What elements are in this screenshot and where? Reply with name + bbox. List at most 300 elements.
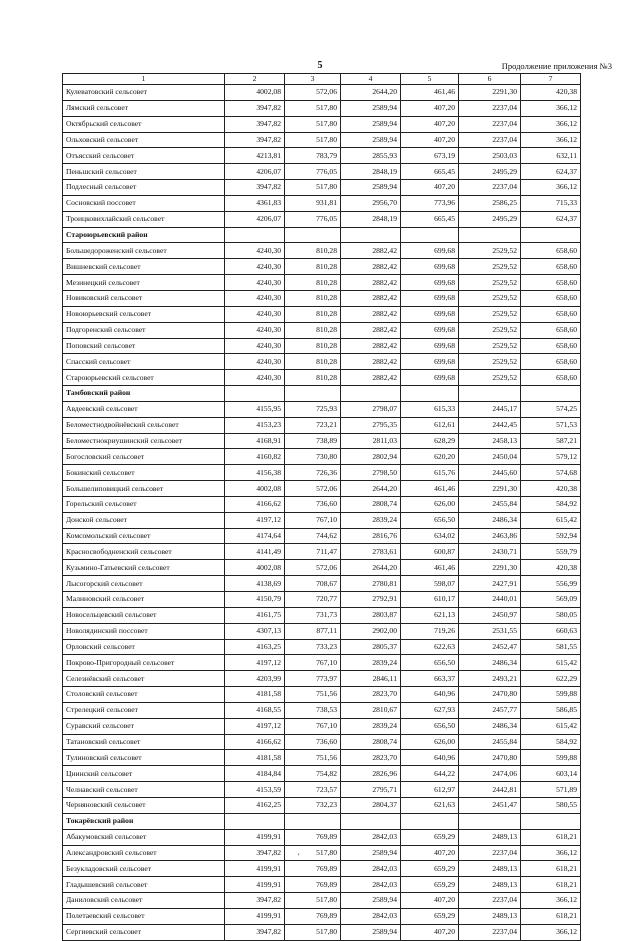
value-cell-col-5: 673,19 bbox=[401, 148, 459, 164]
value-cell-col-4: 2644,20 bbox=[341, 85, 401, 101]
table-row bbox=[63, 354, 581, 370]
value-cell-col-7: 618,21 bbox=[521, 877, 581, 893]
value-cell-col-2: 4153,23 bbox=[225, 417, 285, 433]
council-name: Мезинецкий сельсовет bbox=[63, 275, 225, 291]
table-row bbox=[63, 877, 581, 893]
value-cell-col-2: 4240,30 bbox=[225, 259, 285, 275]
value-cell-col-3: 517,80 bbox=[285, 100, 341, 116]
value-cell-col-7: 615,42 bbox=[521, 512, 581, 528]
value-cell-col-4: 2804,37 bbox=[341, 797, 401, 813]
value-cell-col-4: 2589,94 bbox=[341, 893, 401, 909]
table-row bbox=[63, 829, 581, 845]
value-cell-col-6: 2440,01 bbox=[459, 592, 521, 608]
value-cell-col-4 bbox=[341, 813, 401, 829]
value-cell-col-2: 4240,30 bbox=[225, 290, 285, 306]
value-cell-col-2: 4199,91 bbox=[225, 829, 285, 845]
table-row bbox=[63, 797, 581, 813]
value-cell-col-7: 618,21 bbox=[521, 861, 581, 877]
value-cell-col-2: 4156,38 bbox=[225, 465, 285, 481]
value-cell-col-2: 4203,99 bbox=[225, 671, 285, 687]
section-row bbox=[63, 386, 581, 402]
value-cell-col-7: 366,12 bbox=[521, 100, 581, 116]
section-row bbox=[63, 227, 581, 243]
council-name: Отъясский сельсовет bbox=[63, 148, 225, 164]
table-row bbox=[63, 734, 581, 750]
value-cell-col-3 bbox=[285, 813, 341, 829]
council-name: Комсомольский сельсовет bbox=[63, 528, 225, 544]
value-cell-col-7: 574,68 bbox=[521, 465, 581, 481]
value-cell-col-5: 699,68 bbox=[401, 370, 459, 386]
table-row bbox=[63, 100, 581, 116]
value-cell-col-7: 569,09 bbox=[521, 592, 581, 608]
value-cell-col-6: 2486,34 bbox=[459, 718, 521, 734]
value-cell-col-6: 2291,30 bbox=[459, 85, 521, 101]
table-row bbox=[63, 845, 581, 861]
value-cell-col-4: 2882,42 bbox=[341, 338, 401, 354]
value-cell-col-7: 420,38 bbox=[521, 85, 581, 101]
col-header-7: 7 bbox=[521, 74, 581, 85]
value-cell-col-6: 2586,25 bbox=[459, 195, 521, 211]
value-cell-col-5: 699,68 bbox=[401, 322, 459, 338]
value-cell-col-6: 2458,13 bbox=[459, 433, 521, 449]
value-cell-col-3: 769,89 bbox=[285, 908, 341, 924]
table-row bbox=[63, 85, 581, 101]
value-cell-col-5: 407,20 bbox=[401, 132, 459, 148]
council-name: Тулиновский сельсовет bbox=[63, 750, 225, 766]
value-cell-col-7: 658,60 bbox=[521, 354, 581, 370]
col-header-4: 4 bbox=[341, 74, 401, 85]
value-cell-col-3: 776,05 bbox=[285, 211, 341, 227]
value-cell-col-7: 559,79 bbox=[521, 544, 581, 560]
value-cell-col-7: 599,88 bbox=[521, 687, 581, 703]
col-header-3: 3 bbox=[285, 74, 341, 85]
value-cell-col-7: 658,60 bbox=[521, 370, 581, 386]
council-name: Селезнёвский сельсовет bbox=[63, 671, 225, 687]
council-name: Большедороженский сельсовет bbox=[63, 243, 225, 259]
value-cell-col-2: 4197,12 bbox=[225, 718, 285, 734]
value-cell-col-3: 738,89 bbox=[285, 433, 341, 449]
value-cell-col-6: 2495,29 bbox=[459, 164, 521, 180]
value-cell-col-3: 783,79 bbox=[285, 148, 341, 164]
value-cell-col-4: 2780,81 bbox=[341, 576, 401, 592]
value-cell-col-3: 572,06 bbox=[285, 85, 341, 101]
value-cell-col-2: 3947,82 bbox=[225, 180, 285, 196]
table-row bbox=[63, 306, 581, 322]
value-cell-col-4: 2823,70 bbox=[341, 687, 401, 703]
value-cell-col-5: 600,87 bbox=[401, 544, 459, 560]
value-cell-col-3: 738,53 bbox=[285, 702, 341, 718]
value-cell-col-6 bbox=[459, 386, 521, 402]
value-cell-col-6: 2489,13 bbox=[459, 861, 521, 877]
value-cell-col-5: 665,45 bbox=[401, 164, 459, 180]
council-name: Покрово-Пригородный сельсовет bbox=[63, 655, 225, 671]
value-cell-col-7: 420,38 bbox=[521, 560, 581, 576]
value-cell-col-2: 4168,91 bbox=[225, 433, 285, 449]
table-row bbox=[63, 433, 581, 449]
value-cell-col-4: 2808,74 bbox=[341, 734, 401, 750]
district-name: Тамбовский район bbox=[63, 386, 225, 402]
table-row bbox=[63, 576, 581, 592]
value-cell-col-2: 4174,64 bbox=[225, 528, 285, 544]
table-row bbox=[63, 655, 581, 671]
value-cell-col-3: 767,10 bbox=[285, 718, 341, 734]
value-cell-col-4: 2802,94 bbox=[341, 449, 401, 465]
value-cell-col-3: 744,62 bbox=[285, 528, 341, 544]
value-cell-col-3: 720,77 bbox=[285, 592, 341, 608]
value-cell-col-6: 2486,34 bbox=[459, 655, 521, 671]
table-row bbox=[63, 607, 581, 623]
value-cell-col-7: 592,94 bbox=[521, 528, 581, 544]
council-name: Стрелецкий сельсовет bbox=[63, 702, 225, 718]
value-cell-col-5: 461,46 bbox=[401, 560, 459, 576]
value-cell-col-2: 4307,13 bbox=[225, 623, 285, 639]
value-cell-col-2: 4206,07 bbox=[225, 211, 285, 227]
table-row bbox=[63, 116, 581, 132]
value-cell-col-6: 2529,52 bbox=[459, 243, 521, 259]
value-cell-col-3: 810,28 bbox=[285, 259, 341, 275]
value-cell-col-7: 624,37 bbox=[521, 211, 581, 227]
value-cell-col-6: 2457,77 bbox=[459, 702, 521, 718]
table-row bbox=[63, 893, 581, 909]
value-cell-col-4: 2805,37 bbox=[341, 639, 401, 655]
value-cell-col-2: 4240,30 bbox=[225, 243, 285, 259]
council-name: Сергиевский сельсовет bbox=[63, 924, 225, 940]
value-cell-col-3: 517,80 bbox=[285, 924, 341, 940]
value-cell-col-4: 2902,00 bbox=[341, 623, 401, 639]
value-cell-col-4: 2848,19 bbox=[341, 211, 401, 227]
council-name: Подлесный сельсовет bbox=[63, 180, 225, 196]
value-cell-col-2: 3947,82 bbox=[225, 924, 285, 940]
value-cell-col-3: 810,28 bbox=[285, 370, 341, 386]
district-name: Токарёвский район bbox=[63, 813, 225, 829]
col-header-2: 2 bbox=[225, 74, 285, 85]
value-cell-col-4: 2842,03 bbox=[341, 861, 401, 877]
value-cell-col-7 bbox=[521, 813, 581, 829]
value-cell-col-3: 810,28 bbox=[285, 338, 341, 354]
table-row bbox=[63, 908, 581, 924]
value-cell-col-4: 2882,42 bbox=[341, 243, 401, 259]
value-cell-col-5: 598,07 bbox=[401, 576, 459, 592]
council-name: Богословский сельсовет bbox=[63, 449, 225, 465]
value-cell-col-3: 810,28 bbox=[285, 275, 341, 291]
value-cell-col-5 bbox=[401, 386, 459, 402]
table-row bbox=[63, 750, 581, 766]
value-cell-col-2: 4240,30 bbox=[225, 370, 285, 386]
council-name: Беломестнодвойнёвский сельсовет bbox=[63, 417, 225, 433]
value-cell-col-5: 612,61 bbox=[401, 417, 459, 433]
value-cell-col-5: 699,68 bbox=[401, 338, 459, 354]
value-cell-col-2: 4166,62 bbox=[225, 734, 285, 750]
value-cell-col-2: 4206,07 bbox=[225, 164, 285, 180]
council-name: Кузьмино-Гатьевский сельсовет bbox=[63, 560, 225, 576]
value-cell-col-6: 2455,84 bbox=[459, 496, 521, 512]
value-cell-col-3: 711,47 bbox=[285, 544, 341, 560]
value-cell-col-5: 621,63 bbox=[401, 797, 459, 813]
value-cell-col-5: 699,68 bbox=[401, 354, 459, 370]
value-cell-col-5: 626,00 bbox=[401, 734, 459, 750]
value-cell-col-7: 366,12 bbox=[521, 924, 581, 940]
value-cell-col-2: 4002,08 bbox=[225, 560, 285, 576]
table-row bbox=[63, 671, 581, 687]
value-cell-col-2: 4199,91 bbox=[225, 908, 285, 924]
value-cell-col-4: 2882,42 bbox=[341, 354, 401, 370]
page-number: 5 bbox=[317, 60, 323, 71]
table-row bbox=[63, 512, 581, 528]
value-cell-col-3: 769,89 bbox=[285, 877, 341, 893]
value-cell-col-5: 634,02 bbox=[401, 528, 459, 544]
value-cell-col-7: 658,60 bbox=[521, 275, 581, 291]
value-cell-col-5: 626,00 bbox=[401, 496, 459, 512]
value-cell-col-6: 2450,04 bbox=[459, 449, 521, 465]
value-cell-col-2: 4240,30 bbox=[225, 322, 285, 338]
value-cell-col-3: 810,28 bbox=[285, 243, 341, 259]
council-name: Горельский сельсовет bbox=[63, 496, 225, 512]
value-cell-col-5: 699,68 bbox=[401, 275, 459, 291]
value-cell-col-6: 2489,13 bbox=[459, 908, 521, 924]
value-cell-col-6: 2529,52 bbox=[459, 306, 521, 322]
value-cell-col-6: 2529,52 bbox=[459, 259, 521, 275]
value-cell-col-4: 2644,20 bbox=[341, 481, 401, 497]
value-cell-col-7: 574,25 bbox=[521, 401, 581, 417]
value-cell-col-4 bbox=[341, 386, 401, 402]
value-cell-col-6: 2531,55 bbox=[459, 623, 521, 639]
value-cell-col-5: 659,29 bbox=[401, 908, 459, 924]
value-cell-col-3: 708,67 bbox=[285, 576, 341, 592]
column-number-row bbox=[63, 74, 581, 85]
table-row bbox=[63, 148, 581, 164]
value-cell-col-4: 2589,94 bbox=[341, 100, 401, 116]
council-name: Беломестнокриушинский сельсовет bbox=[63, 433, 225, 449]
value-cell-col-4: 2882,42 bbox=[341, 370, 401, 386]
council-name: Кулеватовский сельсовет bbox=[63, 85, 225, 101]
value-cell-col-4: 2839,24 bbox=[341, 655, 401, 671]
value-cell-col-2: 4181,58 bbox=[225, 750, 285, 766]
table-row bbox=[63, 639, 581, 655]
value-cell-col-6: 2470,80 bbox=[459, 687, 521, 703]
col-header-5: 5 bbox=[401, 74, 459, 85]
table-row bbox=[63, 275, 581, 291]
value-cell-col-4: 2839,24 bbox=[341, 718, 401, 734]
council-name: Абакумовский сельсовет bbox=[63, 829, 225, 845]
council-name: Пеньшский сельсовет bbox=[63, 164, 225, 180]
value-cell-col-7 bbox=[521, 227, 581, 243]
table-row bbox=[63, 861, 581, 877]
value-cell-col-2 bbox=[225, 813, 285, 829]
council-name: Сосновский поссовет bbox=[63, 195, 225, 211]
value-cell-col-4: 2803,87 bbox=[341, 607, 401, 623]
value-cell-col-4: 2842,03 bbox=[341, 908, 401, 924]
value-cell-col-4: 2798,50 bbox=[341, 465, 401, 481]
value-cell-col-2: 4168,55 bbox=[225, 702, 285, 718]
value-cell-col-3: 767,10 bbox=[285, 655, 341, 671]
value-cell-col-5: 627,93 bbox=[401, 702, 459, 718]
table-row bbox=[63, 544, 581, 560]
value-cell-col-5: 622,63 bbox=[401, 639, 459, 655]
value-cell-col-2: 3947,82 bbox=[225, 132, 285, 148]
value-cell-col-3: 517,80 bbox=[285, 132, 341, 148]
value-cell-col-3: 877,11 bbox=[285, 623, 341, 639]
value-cell-col-4: 2882,42 bbox=[341, 322, 401, 338]
value-cell-col-2: 4213,81 bbox=[225, 148, 285, 164]
council-name: Новосельцевский сельсовет bbox=[63, 607, 225, 623]
table-row bbox=[63, 782, 581, 798]
value-cell-col-4: 2882,42 bbox=[341, 275, 401, 291]
value-cell-col-3 bbox=[285, 386, 341, 402]
value-cell-col-6: 2237,04 bbox=[459, 180, 521, 196]
value-cell-col-4: 2882,42 bbox=[341, 259, 401, 275]
value-cell-col-4: 2795,35 bbox=[341, 417, 401, 433]
value-cell-col-5: 615,33 bbox=[401, 401, 459, 417]
section-row bbox=[63, 813, 581, 829]
value-cell-col-2: 4197,12 bbox=[225, 655, 285, 671]
value-cell-col-5: 659,29 bbox=[401, 829, 459, 845]
value-cell-col-3: 736,60 bbox=[285, 496, 341, 512]
value-cell-col-5: 644,22 bbox=[401, 766, 459, 782]
value-cell-col-4: 2589,94 bbox=[341, 924, 401, 940]
table-row bbox=[63, 481, 581, 497]
table-row bbox=[63, 322, 581, 338]
value-cell-col-6: 2529,52 bbox=[459, 338, 521, 354]
value-cell-col-4: 2589,94 bbox=[341, 132, 401, 148]
value-cell-col-7: 658,60 bbox=[521, 306, 581, 322]
value-cell-col-4: 2808,74 bbox=[341, 496, 401, 512]
value-cell-col-5: 699,68 bbox=[401, 306, 459, 322]
value-cell-col-2: 4240,30 bbox=[225, 275, 285, 291]
value-cell-col-6 bbox=[459, 227, 521, 243]
table-row bbox=[63, 718, 581, 734]
value-cell-col-5: 407,20 bbox=[401, 845, 459, 861]
value-cell-col-6: 2529,52 bbox=[459, 275, 521, 291]
value-cell-col-2: 4002,08 bbox=[225, 85, 285, 101]
value-cell-col-3: 731,73 bbox=[285, 607, 341, 623]
council-name: Полетаевский сельсовет bbox=[63, 908, 225, 924]
value-cell-col-4: 2855,93 bbox=[341, 148, 401, 164]
value-cell-col-7: 622,29 bbox=[521, 671, 581, 687]
value-cell-col-5: 407,20 bbox=[401, 116, 459, 132]
value-cell-col-7: 580,05 bbox=[521, 607, 581, 623]
value-cell-col-6: 2237,04 bbox=[459, 924, 521, 940]
value-cell-col-7: 366,12 bbox=[521, 180, 581, 196]
value-cell-col-3: 733,23 bbox=[285, 639, 341, 655]
table-row bbox=[63, 195, 581, 211]
value-cell-col-6: 2486,34 bbox=[459, 512, 521, 528]
value-cell-col-4 bbox=[341, 227, 401, 243]
value-cell-col-5: 699,68 bbox=[401, 290, 459, 306]
value-cell-col-4: 2826,96 bbox=[341, 766, 401, 782]
value-cell-col-3: 773,97 bbox=[285, 671, 341, 687]
table-row bbox=[63, 417, 581, 433]
table-row bbox=[63, 211, 581, 227]
value-cell-col-6: 2452,47 bbox=[459, 639, 521, 655]
table-row bbox=[63, 132, 581, 148]
value-cell-col-7: 571,53 bbox=[521, 417, 581, 433]
table-row bbox=[63, 924, 581, 940]
value-cell-col-7: 715,33 bbox=[521, 195, 581, 211]
value-cell-col-3: 810,28 bbox=[285, 290, 341, 306]
value-cell-col-3: 517,80 bbox=[285, 116, 341, 132]
council-name: Лямский сельсовет bbox=[63, 100, 225, 116]
value-cell-col-3: 810,28 bbox=[285, 306, 341, 322]
value-cell-col-3: 572,06 bbox=[285, 481, 341, 497]
value-cell-col-2: 4160,82 bbox=[225, 449, 285, 465]
value-cell-col-7: 571,89 bbox=[521, 782, 581, 798]
table-row bbox=[63, 702, 581, 718]
value-cell-col-7: 615,42 bbox=[521, 655, 581, 671]
value-cell-col-7: 366,12 bbox=[521, 893, 581, 909]
value-cell-col-7: 584,92 bbox=[521, 496, 581, 512]
value-cell-col-7: 584,92 bbox=[521, 734, 581, 750]
value-cell-col-5: 659,29 bbox=[401, 861, 459, 877]
value-cell-col-2: 4181,58 bbox=[225, 687, 285, 703]
value-cell-col-2: 4002,08 bbox=[225, 481, 285, 497]
value-cell-col-5: 699,68 bbox=[401, 259, 459, 275]
col-header-6: 6 bbox=[459, 74, 521, 85]
value-cell-col-3 bbox=[285, 227, 341, 243]
table-row bbox=[63, 401, 581, 417]
table-row bbox=[63, 370, 581, 386]
value-cell-col-4: 2882,42 bbox=[341, 306, 401, 322]
council-name: Челнавский сельсовет bbox=[63, 782, 225, 798]
table-row bbox=[63, 449, 581, 465]
council-name: Цнинский сельсовет bbox=[63, 766, 225, 782]
value-cell-col-2: 4199,91 bbox=[225, 861, 285, 877]
footer-mark: ' bbox=[298, 852, 300, 861]
value-cell-col-5: 659,29 bbox=[401, 877, 459, 893]
value-cell-col-2: 4161,75 bbox=[225, 607, 285, 623]
value-cell-col-6: 2529,52 bbox=[459, 322, 521, 338]
value-cell-col-5: 665,45 bbox=[401, 211, 459, 227]
value-cell-col-3: 769,89 bbox=[285, 829, 341, 845]
value-cell-col-6: 2529,52 bbox=[459, 290, 521, 306]
value-cell-col-3: 723,57 bbox=[285, 782, 341, 798]
value-cell-col-5: 407,20 bbox=[401, 100, 459, 116]
value-cell-col-5: 620,20 bbox=[401, 449, 459, 465]
value-cell-col-6: 2463,86 bbox=[459, 528, 521, 544]
value-cell-col-4: 2846,11 bbox=[341, 671, 401, 687]
value-cell-col-7: 366,12 bbox=[521, 132, 581, 148]
value-cell-col-4: 2798,07 bbox=[341, 401, 401, 417]
value-cell-col-2: 4240,30 bbox=[225, 306, 285, 322]
value-cell-col-2: 4163,25 bbox=[225, 639, 285, 655]
value-cell-col-4: 2783,61 bbox=[341, 544, 401, 560]
value-cell-col-5: 610,17 bbox=[401, 592, 459, 608]
value-cell-col-6: 2470,80 bbox=[459, 750, 521, 766]
council-name: Суравский сельсовет bbox=[63, 718, 225, 734]
value-cell-col-2: 4162,25 bbox=[225, 797, 285, 813]
value-cell-col-6: 2430,71 bbox=[459, 544, 521, 560]
value-cell-col-2: 4240,30 bbox=[225, 338, 285, 354]
value-cell-col-6: 2455,84 bbox=[459, 734, 521, 750]
value-cell-col-4: 2839,24 bbox=[341, 512, 401, 528]
value-cell-col-7: 660,63 bbox=[521, 623, 581, 639]
value-cell-col-6: 2291,30 bbox=[459, 560, 521, 576]
council-name: Орловский сельсовет bbox=[63, 639, 225, 655]
value-cell-col-3: 810,28 bbox=[285, 354, 341, 370]
council-name: Новиковский сельсовет bbox=[63, 290, 225, 306]
value-cell-col-7: 658,60 bbox=[521, 259, 581, 275]
value-cell-col-3: 723,21 bbox=[285, 417, 341, 433]
council-name: Александровский сельсовет bbox=[63, 845, 225, 861]
value-cell-col-7: 658,60 bbox=[521, 338, 581, 354]
value-cell-col-7: 603,14 bbox=[521, 766, 581, 782]
value-cell-col-6: 2474,06 bbox=[459, 766, 521, 782]
value-cell-col-7: 658,60 bbox=[521, 322, 581, 338]
value-cell-col-4: 2589,94 bbox=[341, 845, 401, 861]
value-cell-col-7 bbox=[521, 386, 581, 402]
value-cell-col-2: 4138,69 bbox=[225, 576, 285, 592]
value-cell-col-2: 4166,62 bbox=[225, 496, 285, 512]
value-cell-col-4: 2795,71 bbox=[341, 782, 401, 798]
